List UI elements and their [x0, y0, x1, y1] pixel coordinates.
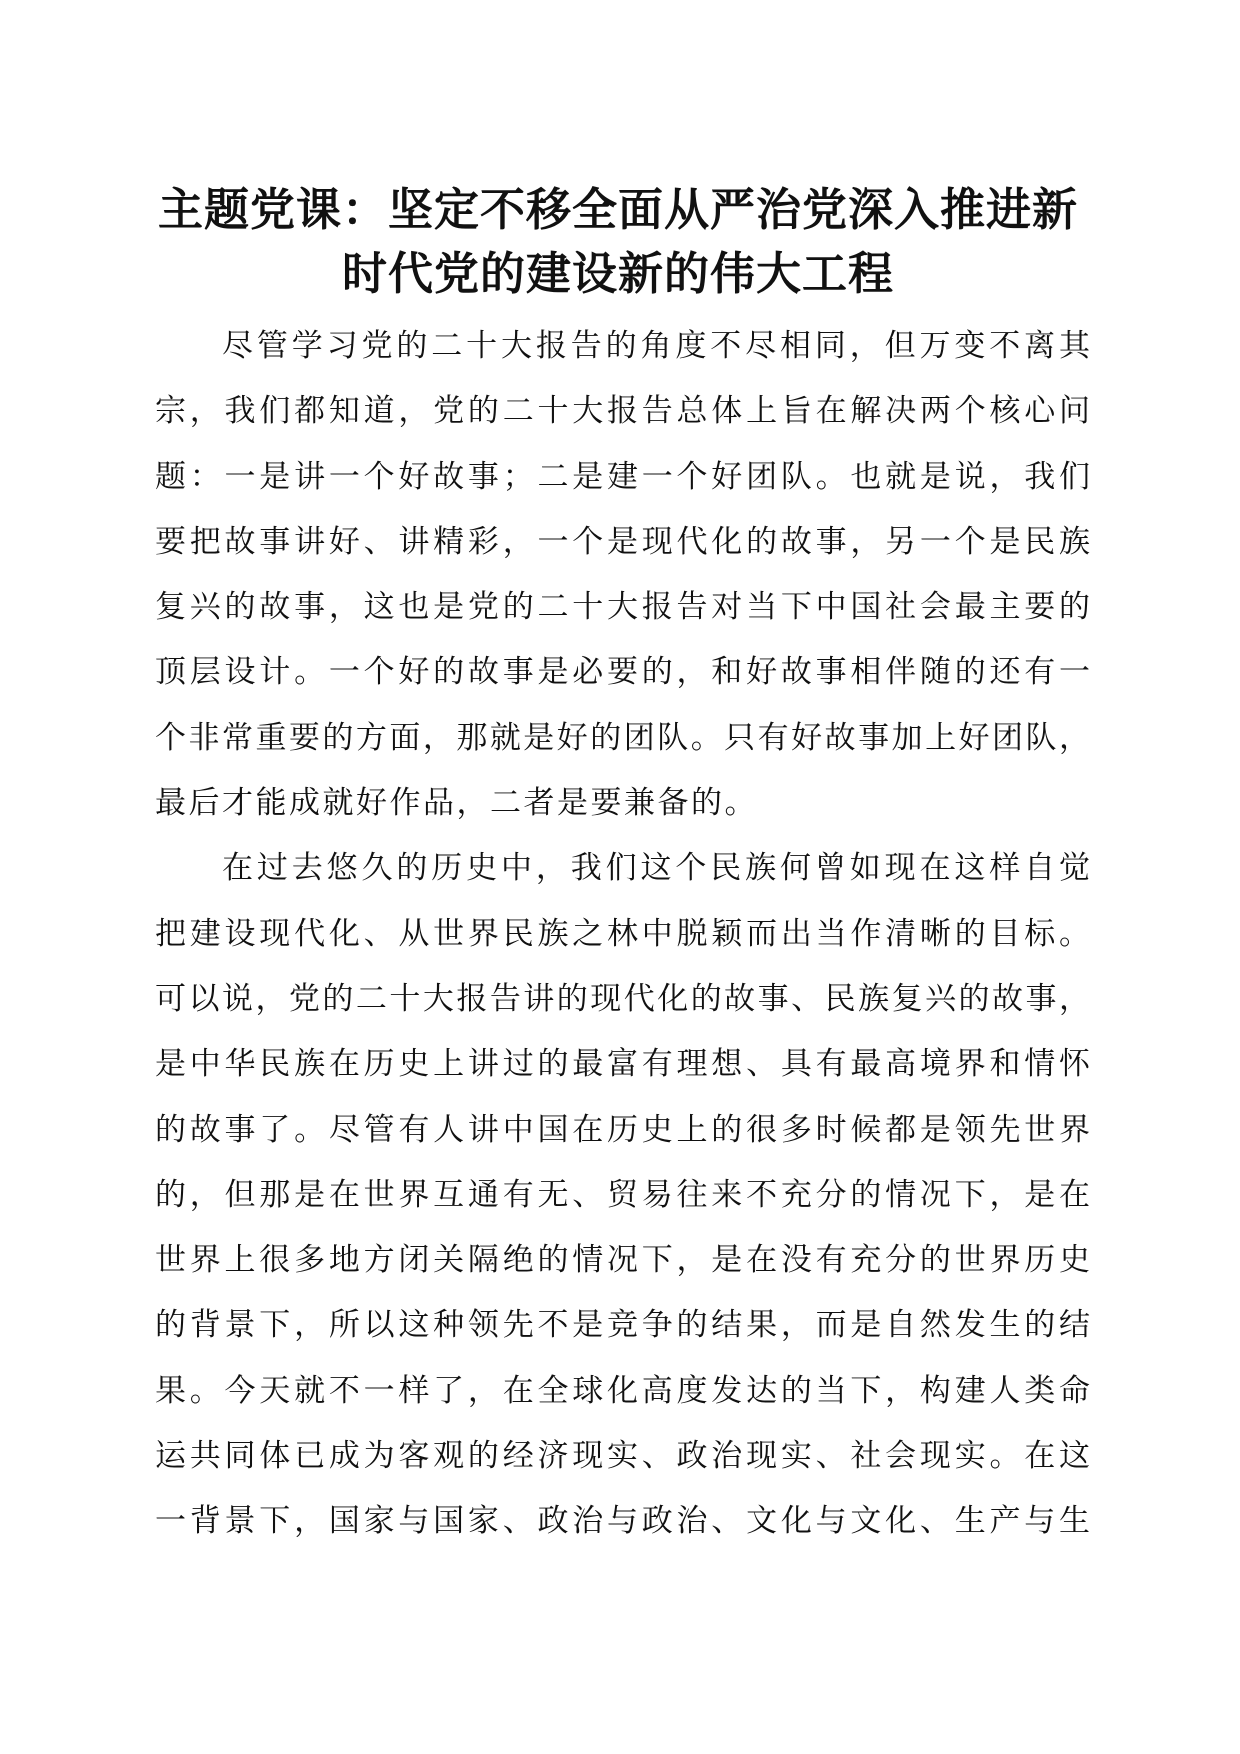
title-line: 时代党的建设新的伟大工程: [341, 247, 894, 300]
text-line: 把建设现代化、从世界民族之林中脱颖而出当作清晰的目标。: [155, 915, 1090, 952]
title-line: 主题党课：坚定不移全面从严治党深入推进新: [157, 183, 1078, 236]
text-line: 最后才能成就好作品，二者是要兼备的。: [155, 785, 758, 822]
text-line: 果。今天就不一样了，在全球化高度发达的当下，构建人类命: [155, 1372, 1090, 1409]
text-line: 宗，我们都知道，党的二十大报告总体上旨在解决两个核心问: [155, 393, 1090, 430]
paragraph: [155, 314, 1090, 836]
text-line: 题：一是讲一个好故事；二是建一个好团队。也就是说，我们: [155, 458, 1090, 495]
text-line: 世界上很多地方闭关隔绝的情况下，是在没有充分的世界历史: [155, 1242, 1090, 1279]
document-body: [155, 314, 1090, 1555]
text-line: 是中华民族在历史上讲过的最富有理想、具有最高境界和情怀: [155, 1046, 1090, 1083]
text-line: 一背景下，国家与国家、政治与政治、文化与文化、生产与生: [155, 1503, 1090, 1540]
text-line: 的背景下，所以这种领先不是竞争的结果，而是自然发生的结: [155, 1307, 1090, 1344]
text-line: 要把故事讲好、讲精彩，一个是现代化的故事，另一个是民族: [155, 523, 1090, 560]
document-title: [150, 178, 1086, 306]
text-line: 尽管学习党的二十大报告的角度不尽相同，但万变不离其: [222, 328, 1090, 364]
text-line: 顶层设计。一个好的故事是必要的，和好故事相伴随的还有一: [155, 654, 1090, 691]
text-line: 的故事了。尽管有人讲中国在历史上的很多时候都是领先世界: [155, 1111, 1090, 1148]
text-line: 在过去悠久的历史中，我们这个民族何曾如现在这样自觉: [222, 850, 1090, 887]
text-line: 复兴的故事，这也是党的二十大报告对当下中国社会最主要的: [155, 589, 1090, 626]
text-line: 可以说，党的二十大报告讲的现代化的故事、民族复兴的故事，: [155, 980, 1090, 1017]
text-line: 运共同体已成为客观的经济现实、政治现实、社会现实。在这: [155, 1438, 1090, 1475]
text-line: 的，但那是在世界互通有无、贸易往来不充分的情况下，是在: [155, 1176, 1090, 1213]
text-line: 个非常重要的方面，那就是好的团队。只有好故事加上好团队，: [155, 719, 1090, 756]
paragraph: [155, 836, 1090, 1554]
